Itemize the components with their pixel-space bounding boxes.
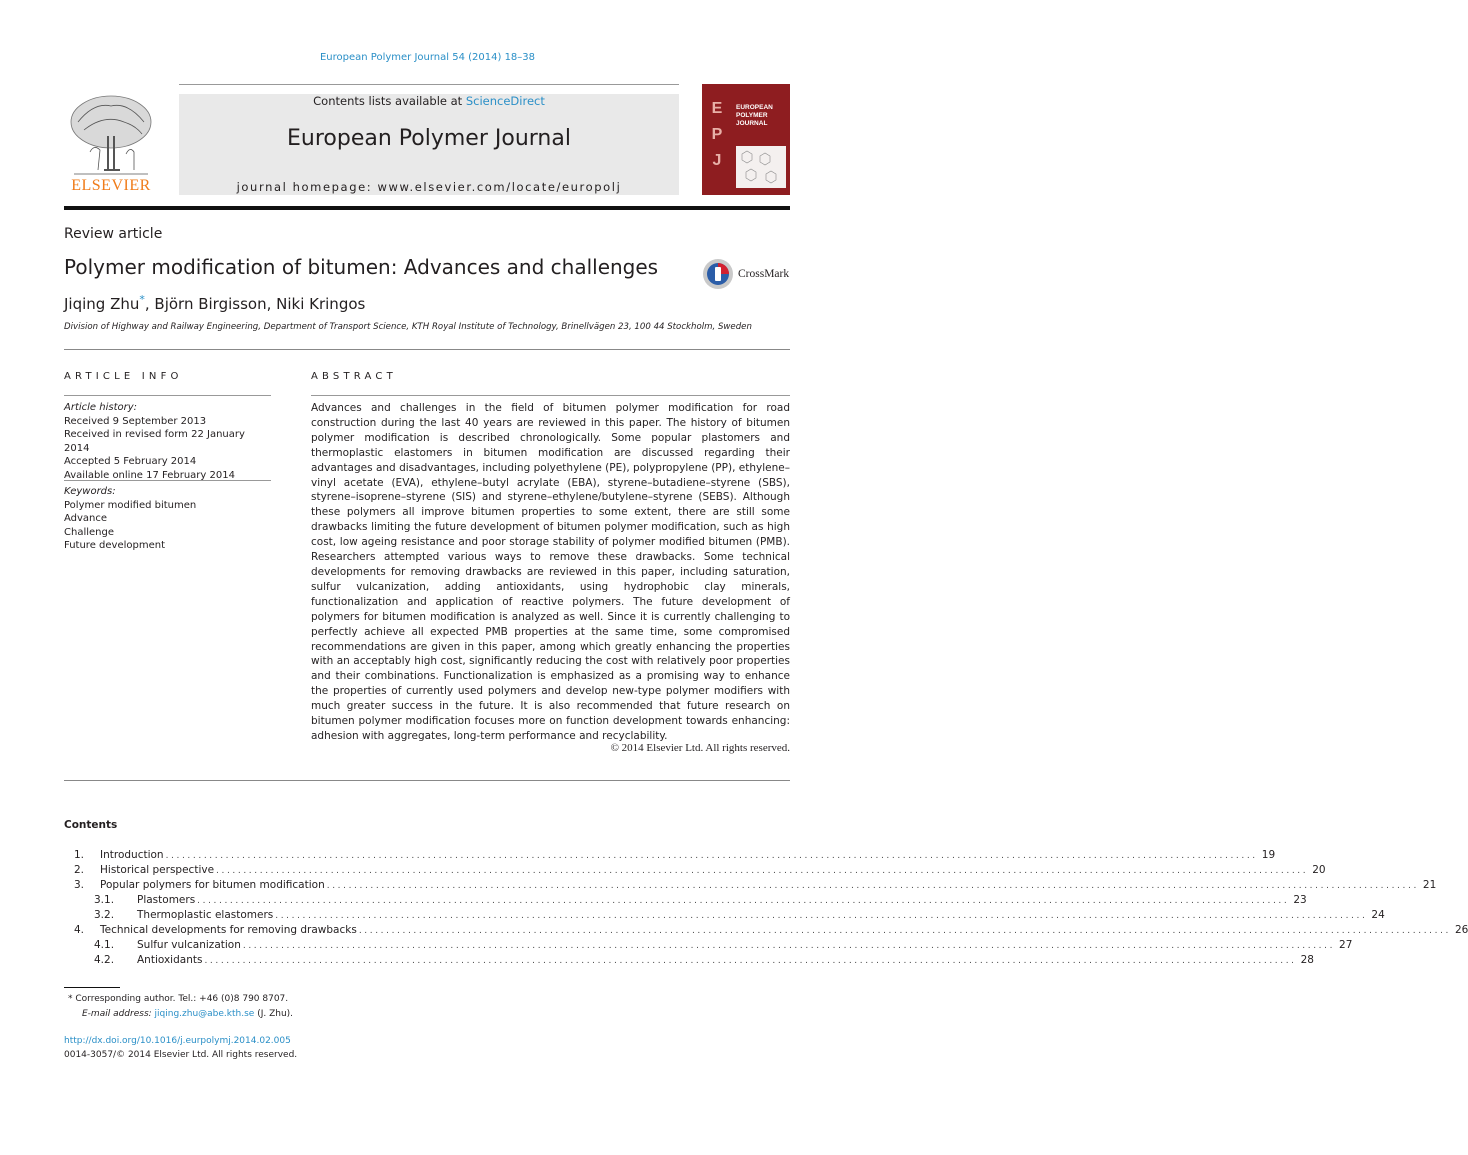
history-accepted: Accepted 5 February 2014 — [64, 456, 197, 467]
footnote — [68, 992, 293, 1022]
crossmark-label: CrossMark — [738, 268, 790, 280]
header-top-rule — [179, 84, 679, 85]
header-divider — [64, 206, 790, 210]
toc-label: Technical developments for removing drawbacks — [100, 924, 357, 936]
toc-page-number: 23 — [1293, 894, 1307, 906]
toc-leader-dots: ........................................................................................................................................................................................................ — [275, 911, 1368, 921]
elsevier-wordmark: ELSEVIER — [71, 177, 151, 194]
toc-page-number: 27 — [1339, 939, 1353, 951]
crossmark-badge[interactable] — [702, 258, 792, 290]
article-info-rule — [64, 395, 271, 396]
toc-line — [100, 878, 1437, 894]
coauthor-names: , Björn Birgisson, Niki Kringos — [144, 295, 366, 313]
email-note — [68, 1007, 293, 1022]
toc-label: Thermoplastic elastomers — [137, 909, 274, 921]
corresponding-author-note — [68, 992, 293, 1007]
cover-figure — [736, 146, 786, 188]
abstract-body: Advances and challenges in the field of bitumen polymer modification for road construction during the last 40 years are reviewed in this paper. The history of bitumen polymer modification is described chronologically. Some popular plastomers and thermoplastic elastomers in bitumen modification are discussed regarding their advantages and disadvantages, including polyethylene (PE), polypropylene (PP), ethylene–vinyl acetate (EVA), ethylene–butyl acrylate (EBA), styrene–butadiene–styrene (SBS), styrene–isoprene–styrene (SIS) and styrene–ethylene/butylene–styrene (SEBS). Although these polymers all improve bitumen properties to some extent, there are still some drawbacks limiting the future development of bitumen polymer modification, such as high cost, low ageing resistance and poor storage stability of polymer modified bitumen (PMB). Researchers attempted various ways to remove these drawbacks. Some technical developments for removing drawbacks are reviewed in this paper, including saturation, sulfur vulcanization, adding antioxidants, using hydrophobic clay minerals, functionalization and application of reactive polymers. The future development of polymers for bitumen modification is analyzed as well. Since it is currently challenging to perfectly achieve all expected PMB properties at the same time, some compromised recommendations are given in this paper, among which greatly enhancing the properties with an acceptably high cost, significantly reducing the cost with relatively poor properties and their combinations. Functionalization is emphasized as a promising way to enhance the properties of currently used polymers and develop new-type polymer modifiers with much greater success in the future. It is also recommended that future research on bitumen polymer modification focuses more on function development towards enhancing: adhesion with aggregates, long-term performance and recyclability. — [311, 402, 790, 742]
corresponding-author-mark[interactable]: * — [139, 293, 145, 306]
toc-entry[interactable] — [64, 938, 1353, 953]
toc-label: Introduction — [100, 849, 164, 861]
cover-title-line: JOURNAL — [736, 120, 768, 127]
article-history — [64, 401, 271, 482]
author-affiliation: Division of Highway and Railway Engineering, Department of Transport Science, KTH Royal Institute of Technology, Brinellvägen 23, 100 44 Stockholm, Sweden — [64, 322, 752, 332]
keyword-item: Challenge — [64, 526, 114, 538]
abstract-rule — [311, 395, 790, 396]
article-info-heading: ARTICLE INFO — [64, 371, 183, 382]
doi-link[interactable]: http://dx.doi.org/10.1016/j.eurpolymj.2014.02.005 — [64, 1036, 291, 1046]
keyword-item: Future development — [64, 540, 165, 551]
email-suffix: (J. Zhu). — [254, 1009, 294, 1019]
toc-line — [100, 923, 1468, 939]
toc-page-number: 28 — [1300, 954, 1314, 966]
cover-letter-j: J — [712, 152, 722, 169]
issn-line: 0014-3057/© 2014 Elsevier Ltd. All rights reserved. — [64, 1050, 298, 1060]
sciencedirect-link[interactable]: ScienceDirect — [465, 94, 545, 108]
toc-entry[interactable] — [64, 953, 1314, 968]
toc-entry[interactable] — [64, 923, 1468, 938]
toc-leader-dots: ........................................................................................................................................................................................................ — [204, 956, 1297, 966]
toc-entry[interactable] — [64, 908, 1385, 923]
toc-entry[interactable] — [64, 893, 1307, 908]
abstract-divider — [64, 780, 790, 781]
toc-entry[interactable] — [64, 878, 1437, 893]
toc-page-number: 26 — [1455, 924, 1468, 936]
toc-leader-dots: ........................................................................................................................................................................................................ — [358, 926, 1451, 936]
toc-number: 2. — [73, 864, 84, 876]
keywords-label: Keywords: — [64, 486, 116, 497]
toc-leader-dots: ........................................................................................................................................................................................................ — [197, 896, 1290, 906]
cover-molecule-icon — [736, 146, 786, 188]
table-of-contents — [64, 848, 1468, 968]
cover-letter-e: E — [711, 100, 723, 117]
toc-line — [137, 908, 1385, 924]
toc-number: 3.1. — [94, 894, 115, 906]
cover-title-line: POLYMER — [736, 112, 768, 119]
journal-citation[interactable]: European Polymer Journal 54 (2014) 18–38 — [319, 52, 536, 63]
email-label: E-mail address: — [82, 1009, 155, 1019]
toc-entry[interactable] — [64, 863, 1326, 878]
toc-page-number: 21 — [1422, 879, 1437, 891]
toc-line — [100, 848, 1276, 864]
keywords-rule — [64, 480, 271, 481]
journal-cover-thumbnail[interactable] — [702, 84, 790, 195]
journal-title: European Polymer Journal — [287, 126, 571, 151]
toc-page-number: 20 — [1312, 864, 1326, 876]
cover-title-line: EUROPEAN — [736, 104, 773, 111]
contents-available-line — [179, 94, 679, 108]
title-divider — [64, 349, 790, 350]
toc-page-number: 19 — [1261, 849, 1276, 861]
toc-number: 3. — [73, 879, 84, 891]
toc-leader-dots: ........................................................................................................................................................................................................ — [326, 881, 1419, 891]
toc-label: Popular polymers for bitumen modification — [100, 879, 325, 891]
toc-number: 4.2. — [94, 954, 115, 966]
toc-leader-dots: ........................................................................................................................................................................................................ — [242, 941, 1336, 951]
toc-line — [100, 863, 1326, 879]
article-title: Polymer modification of bitumen: Advances and challenges — [64, 255, 659, 279]
crossmark-icon — [702, 258, 734, 290]
toc-leader-dots: ........................................................................................................................................................................................................ — [165, 851, 1258, 861]
contents-prefix: Contents lists available at — [313, 94, 466, 108]
toc-line — [137, 893, 1307, 909]
toc-line — [137, 953, 1314, 969]
footnote-text: Corresponding author. Tel.: +46 (0)8 790 8707. — [72, 994, 289, 1004]
toc-label: Sulfur vulcanization — [137, 939, 241, 951]
toc-label: Plastomers — [137, 894, 196, 906]
history-label: Article history: — [64, 402, 138, 413]
journal-homepage[interactable]: journal homepage: www.elsevier.com/locate/europolj — [236, 180, 622, 194]
email-link[interactable]: jiqing.zhu@abe.kth.se — [154, 1009, 255, 1019]
abstract-heading: ABSTRACT — [311, 371, 397, 382]
author-name: Jiqing Zhu — [64, 295, 140, 313]
toc-leader-dots: ........................................................................................................................................................................................................ — [216, 866, 1309, 876]
history-revised: Received in revised form 22 January 2014 — [64, 429, 245, 454]
footnote-rule — [64, 987, 120, 988]
toc-number: 4.1. — [94, 939, 115, 951]
toc-number: 1. — [73, 849, 84, 861]
toc-line — [137, 938, 1353, 954]
keyword-item: Polymer modified bitumen — [64, 499, 197, 511]
doi-block — [64, 1034, 297, 1062]
article-type: Review article — [64, 226, 163, 242]
keyword-item: Advance — [64, 513, 108, 524]
keywords-block — [64, 485, 271, 553]
toc-number: 4. — [73, 924, 84, 936]
contents-heading: Contents — [64, 819, 118, 831]
toc-page-number: 24 — [1371, 909, 1385, 921]
toc-entry[interactable] — [64, 848, 1276, 863]
abstract-copyright: © 2014 Elsevier Ltd. All rights reserved. — [610, 742, 790, 754]
author-list — [64, 293, 365, 313]
footnote-mark: * — [68, 994, 73, 1004]
toc-number: 3.2. — [94, 909, 115, 921]
history-received: Received 9 September 2013 — [64, 415, 207, 427]
history-online: Available online 17 February 2014 — [64, 469, 235, 481]
toc-label: Antioxidants — [137, 954, 203, 966]
toc-label: Historical perspective — [100, 864, 215, 876]
cover-letter-p: P — [711, 126, 723, 143]
